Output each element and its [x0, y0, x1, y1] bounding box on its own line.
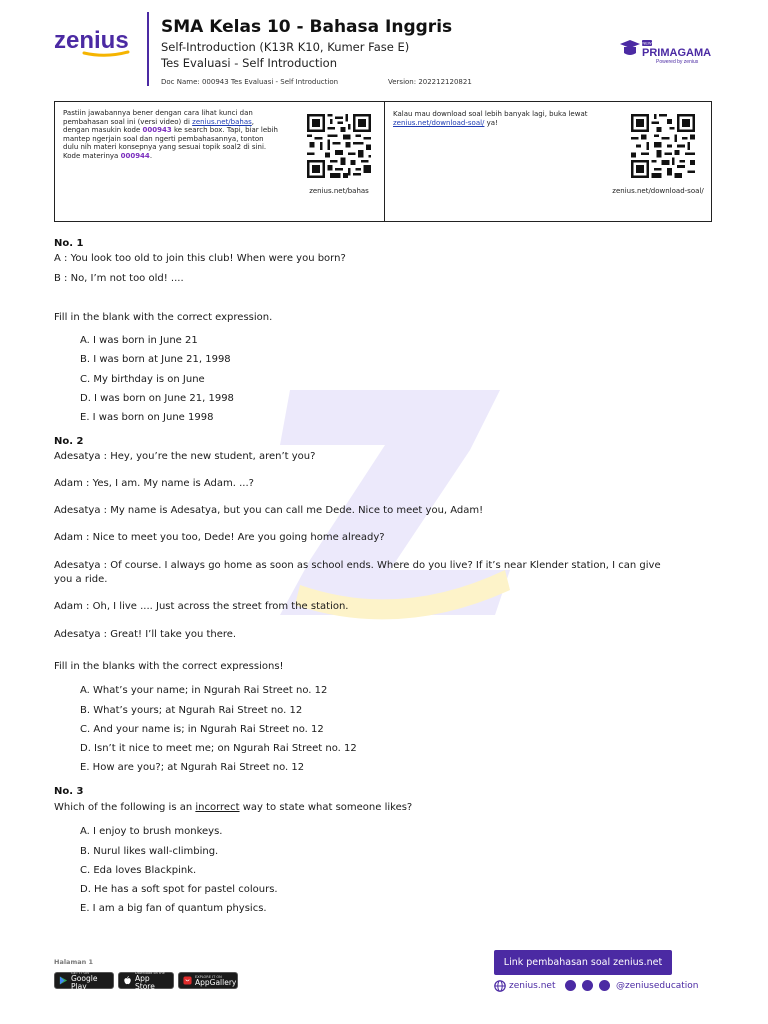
zenius-logo — [54, 26, 142, 62]
question-2-option-e[interactable]: E. How are you?; at Ngurah Rai Street no. 12 — [80, 762, 305, 773]
question-1-number: No. 1 — [54, 238, 84, 249]
question-3-option-d[interactable]: D. He has a soft spot for pastel colours. — [80, 884, 278, 895]
code-000944: 000944 — [120, 151, 150, 160]
question-3-option-c[interactable]: C. Eda loves Blackpink. — [80, 865, 197, 876]
question-2-line: Adesatya : Great! I’ll take you there. — [54, 629, 237, 640]
google-play-badge[interactable]: GET IT ON Google Play — [54, 972, 114, 989]
header-divider — [147, 12, 149, 86]
google-play-icon — [59, 976, 68, 985]
code-000943: 000943 — [142, 126, 172, 134]
footer-site-link[interactable]: zenius.net — [509, 981, 556, 991]
question-2-line: Adam : Yes, I am. My name is Adam. ...? — [54, 478, 254, 489]
qr-label-bahas: zenius.net/bahas — [309, 187, 369, 195]
question-2-line: Adesatya : Hey, you’re the new student, aren’t you? — [54, 451, 316, 462]
primagama-logo — [616, 38, 728, 66]
question-2-option-b[interactable]: B. What’s yours; at Ngurah Rai Street no. 12 — [80, 705, 303, 716]
page-title: SMA Kelas 10 - Bahasa Inggris — [161, 17, 453, 37]
doc-name: Doc Name: 000943 Tes Evaluasi - Self Introduction — [161, 78, 339, 86]
footer-social-handle[interactable]: @zeniuseducation — [616, 981, 699, 991]
zenius-logo-text: zenius — [54, 27, 129, 54]
question-3-prompt-emphasis: incorrect — [195, 802, 240, 813]
question-3-option-b[interactable]: B. Nurul likes wall-climbing. — [80, 846, 219, 857]
question-2-line: Adam : Oh, I live .... Just across the street from the station. — [54, 601, 349, 612]
page-number: Halaman 1 — [54, 958, 94, 966]
globe-icon — [494, 980, 506, 992]
question-1-prompt: Fill in the blank with the correct expression. — [54, 312, 273, 323]
bahas-link[interactable]: zenius.net/bahas — [192, 117, 252, 126]
question-1-option-a[interactable]: A. I was born in June 21 — [80, 335, 198, 346]
question-3-number: No. 3 — [54, 786, 84, 797]
qr-code-bahas[interactable] — [307, 114, 371, 178]
instagram-icon[interactable] — [582, 980, 593, 991]
question-1-option-e[interactable]: E. I was born on June 1998 — [80, 412, 214, 423]
question-1-option-b[interactable]: B. I was born at June 21, 1998 — [80, 354, 231, 365]
question-2-option-a[interactable]: A. What’s your name; in Ngurah Rai Street no. 12 — [80, 685, 328, 696]
download-soal-link[interactable]: zenius.net/download-soal/ — [393, 119, 485, 127]
question-2-line: Adam : Nice to meet you too, Dede! Are you going home already? — [54, 532, 385, 543]
question-2-line: Adesatya : Of course. I always go home as soon as school ends. Where do you live? If it’s near Klender station, I can give — [54, 560, 661, 571]
link-pembahasan-button[interactable]: Link pembahasan soal zenius.net — [494, 950, 672, 975]
question-3-option-a[interactable]: A. I enjoy to brush monkeys. — [80, 826, 223, 837]
apple-icon — [123, 976, 132, 985]
qr-code-download-soal[interactable] — [631, 114, 695, 178]
info-box-divider — [384, 101, 385, 222]
primagama-logo-sub: Powered by zenius — [656, 59, 699, 65]
question-2-line: you a ride. — [54, 574, 108, 585]
page-subtitle-test: Tes Evaluasi - Self Introduction — [161, 56, 338, 70]
doc-version: Version: 202212120821 — [388, 78, 472, 86]
question-3-prompt: Which of the following is an incorrect way to state what someone likes? — [54, 802, 413, 813]
app-store-badge[interactable]: Download on the App Store — [118, 972, 174, 989]
appgallery-icon — [183, 976, 192, 985]
info-right-text: Kalau mau download soal lebih banyak lagi, buka lewat zenius.net/download-soal/ ya! — [393, 110, 588, 127]
tiktok-icon[interactable] — [565, 980, 576, 991]
question-2-option-c[interactable]: C. And your name is; in Ngurah Rai Street no. 12 — [80, 724, 324, 735]
appgallery-badge[interactable]: EXPLORE IT ON AppGallery — [178, 972, 238, 989]
question-2-option-d[interactable]: D. Isn’t it nice to meet me; on Ngurah Rai Street no. 12 — [80, 743, 357, 754]
twitter-icon[interactable] — [599, 980, 610, 991]
question-1-line: A : You look too old to join this club! When were you born? — [54, 253, 346, 264]
question-2-prompt: Fill in the blanks with the correct expressions! — [54, 661, 284, 672]
question-1-option-d[interactable]: D. I was born on June 21, 1998 — [80, 393, 234, 404]
question-2-line: Adesatya : My name is Adesatya, but you can call me Dede. Nice to meet you, Adam! — [54, 505, 484, 516]
question-3-option-e[interactable]: E. I am a big fan of quantum physics. — [80, 903, 267, 914]
primagama-badge-text: NEW — [642, 40, 652, 46]
info-left-text: Pastiin jawabannya bener dengan cara lihat kunci dan pembahasan soal ini (versi video) di zenius.net/bahas, dengan masukin kode 000943 ke search box. Tapi, biar lebih mantep ngerjain soal dan ngerti pembahasannya, tonton dulu nih materi konsepnya yang sesuai topik soal2 di sini. Kode materinya 000944. — [63, 109, 278, 160]
question-1-option-c[interactable]: C. My birthday is on June — [80, 374, 205, 385]
question-2-number: No. 2 — [54, 436, 84, 447]
question-1-line: B : No, I’m not too old! .... — [54, 273, 184, 284]
primagama-logo-text: PRIMAGAMA — [642, 47, 712, 59]
qr-label-download-soal: zenius.net/download-soal/ — [612, 187, 704, 195]
page-subtitle-topic: Self-Introduction (K13R K10, Kumer Fase E) — [161, 40, 410, 54]
